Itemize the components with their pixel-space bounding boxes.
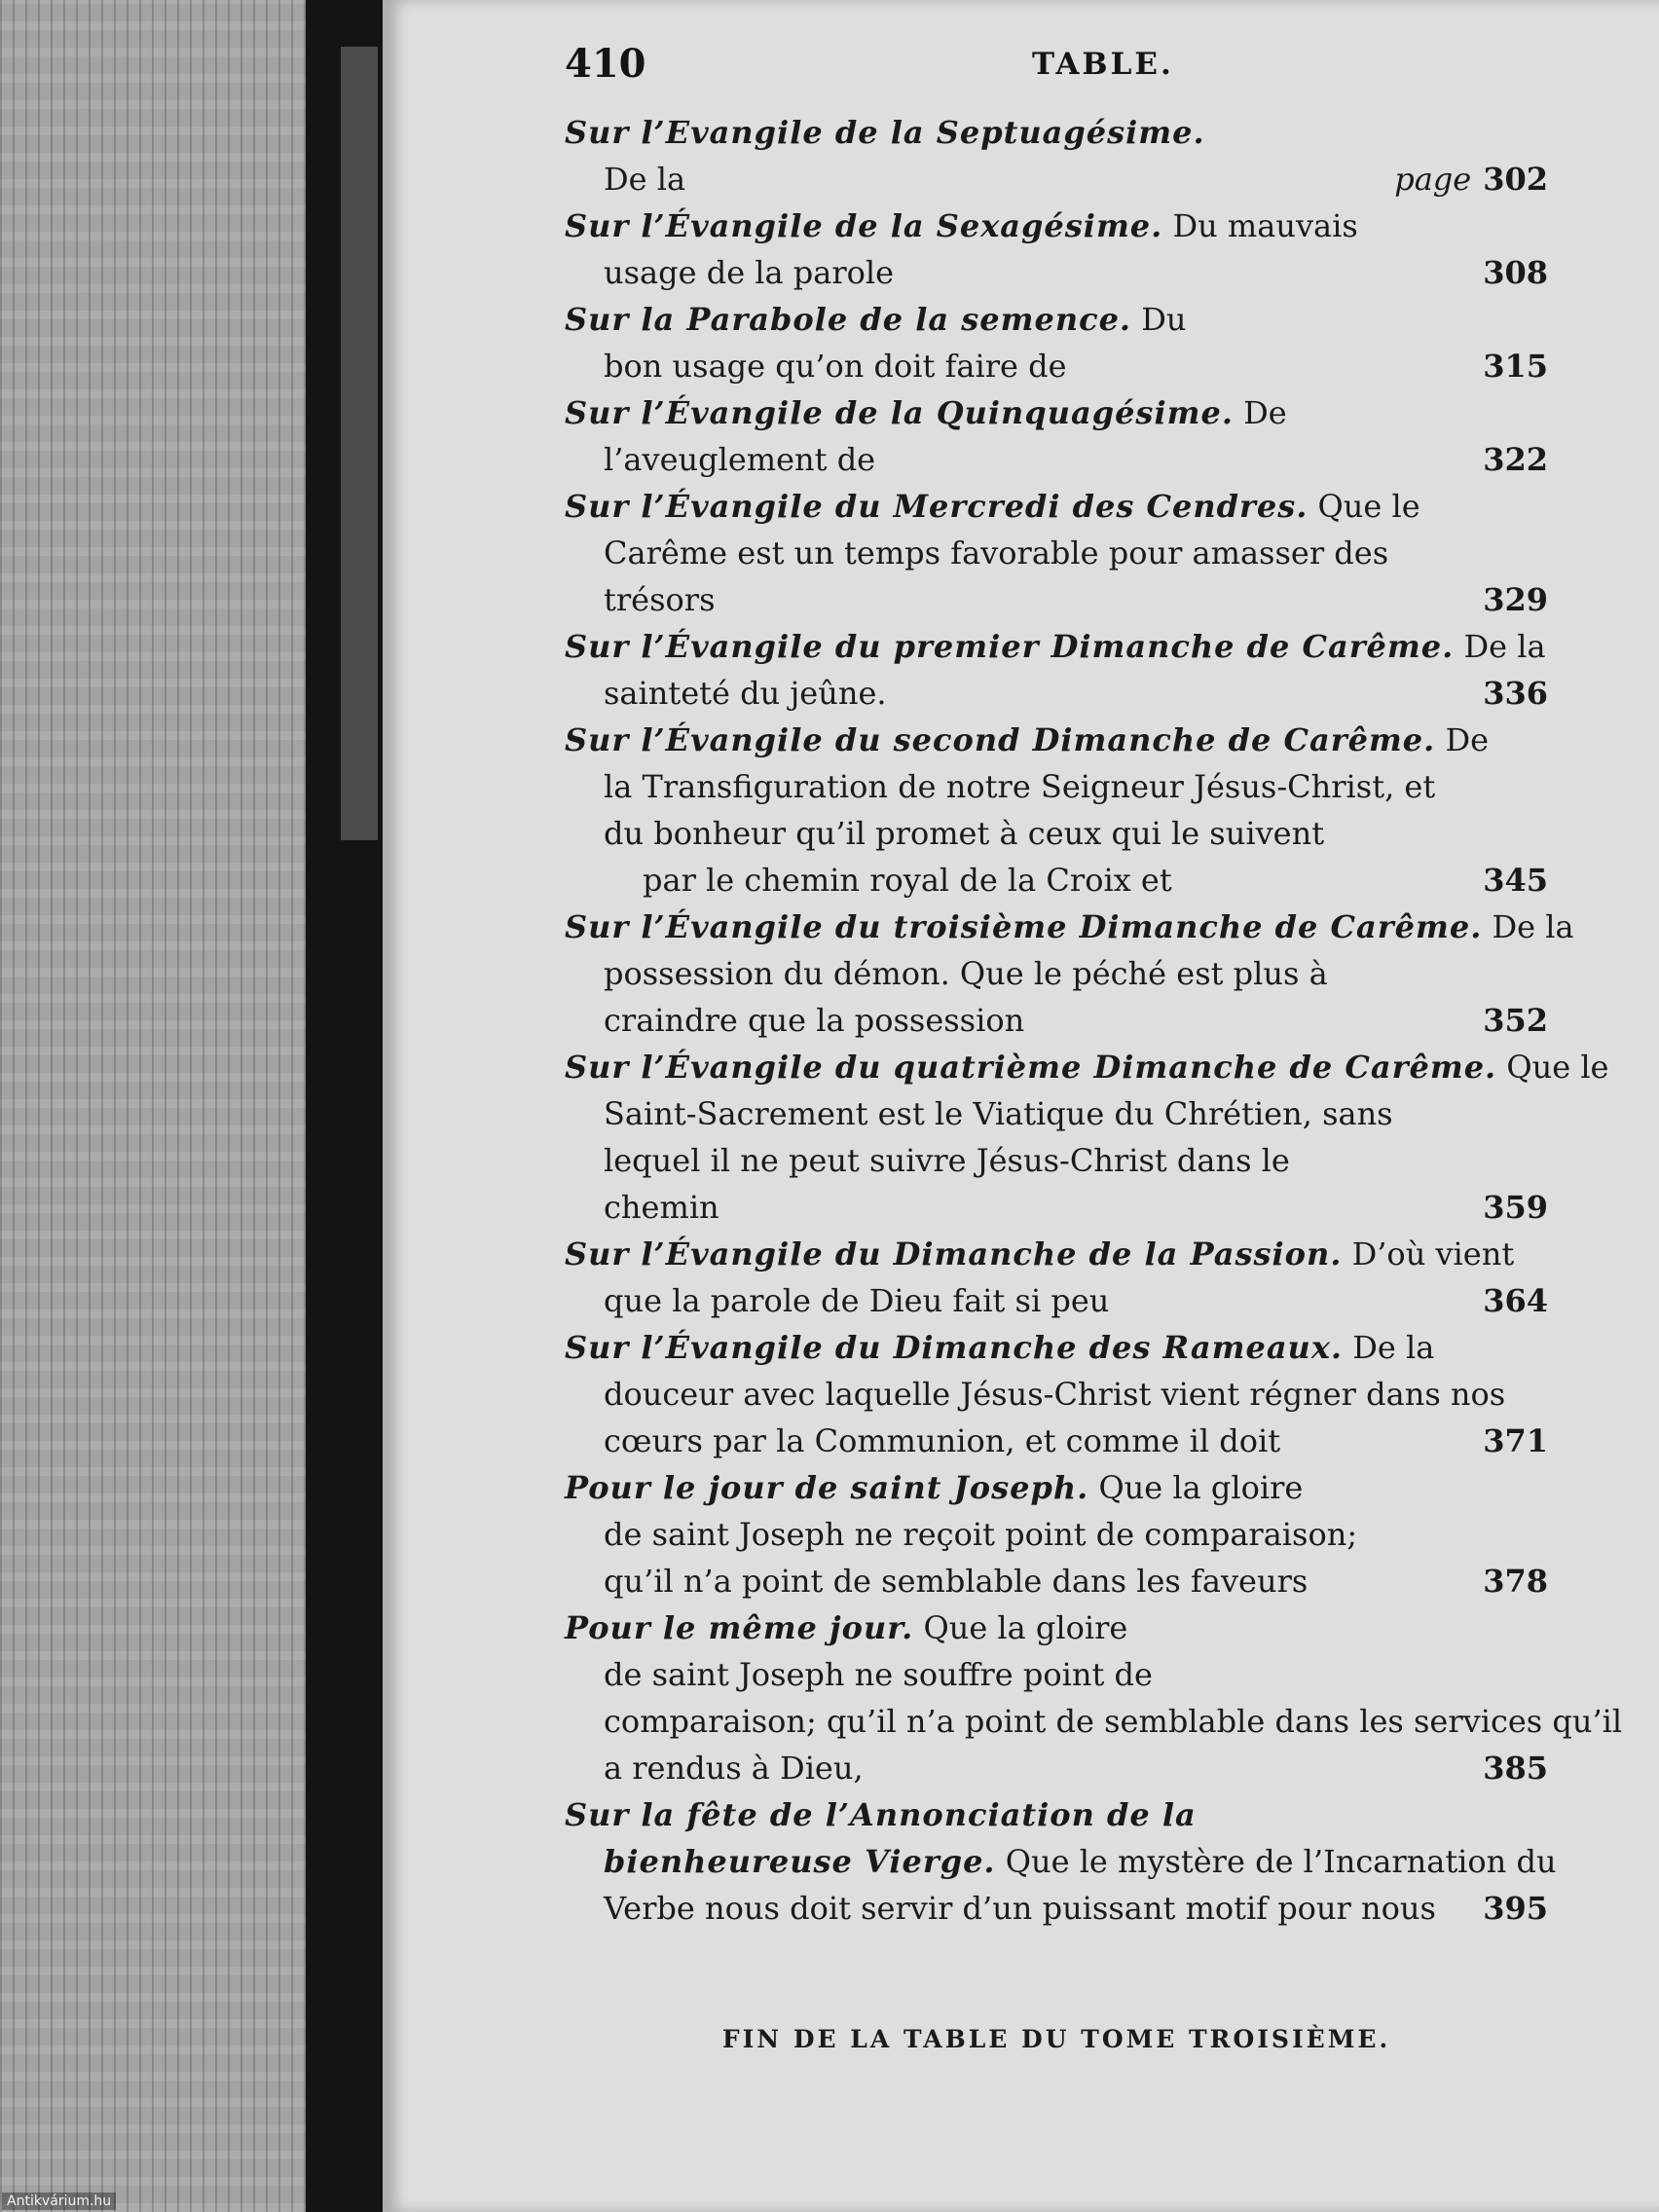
toc-line-text [604,530,1548,576]
page-number: 410 [565,41,646,87]
entry-description: Que le [1317,488,1420,525]
page-reference [1394,156,1548,203]
page-reference [1483,1745,1548,1791]
entry-description: la Transfiguration de notre Seigneur Jésus-Christ, et [604,768,1436,805]
toc-entry [565,389,1548,483]
page-heading: TABLE. [1032,47,1174,82]
toc-line-text [643,857,1483,903]
toc-line-text [604,1838,1557,1885]
entry-description: De [1445,721,1490,758]
page-reference [1483,997,1548,1044]
toc-line-text [565,1324,1548,1371]
toc-entry [565,1324,1548,1464]
toc-entry [565,203,1548,296]
toc-entry [565,717,1548,903]
toc-line [565,623,1548,670]
toc-line-text [565,389,1548,436]
toc-line [565,436,1548,483]
entry-description: De la [1492,908,1574,945]
page-reference [1483,1418,1548,1464]
entry-page-number: 359 [1483,1189,1548,1226]
toc-line-text [604,763,1548,810]
toc-line [565,670,1548,717]
entry-description: craindre que la possession [604,1002,1025,1039]
entry-description: comparaison; qu’il n’a point de semblable dans les services qu’il [604,1703,1623,1740]
toc-entry [565,623,1548,717]
entry-description: de saint Joseph ne souffre point de [604,1656,1153,1693]
toc-line [565,1277,1548,1324]
toc-entry [565,1231,1548,1324]
entry-title: Sur l’Evangile de la Septuagésime. [565,114,1205,151]
toc-line-text [565,296,1548,343]
toc-line [565,576,1548,623]
toc-line-text [565,1464,1548,1511]
entry-title: Sur l’Évangile du Dimanche des Rameaux. [565,1329,1344,1366]
entry-description: Que la gloire [1098,1469,1304,1506]
entry-description: De la [1352,1329,1435,1366]
entry-title: Sur l’Évangile du troisième Dimanche de Carême. [565,908,1483,945]
toc-line-text [604,576,1483,623]
toc-line [565,389,1548,436]
entry-page-number: 302 [1483,161,1548,198]
entry-page-number: 352 [1483,1002,1548,1039]
entry-description: Que le [1506,1049,1609,1086]
page-reference [1483,249,1548,296]
entry-description: usage de la parole [604,254,895,291]
entry-description: lequel il ne peut suivre Jésus-Christ dans le [604,1142,1290,1179]
toc-line [565,296,1548,343]
toc-line-text [565,1791,1548,1838]
toc-line [565,1838,1557,1885]
toc-line [565,530,1548,576]
page-label: page [1394,161,1472,198]
toc-line-text [604,343,1483,389]
entry-description: Carême est un temps favorable pour amasser des [604,535,1389,571]
toc-line-text [604,997,1483,1044]
entry-page-number: 329 [1483,581,1548,618]
toc-entry [565,296,1548,389]
toc-line [565,1418,1548,1464]
toc-line [565,997,1548,1044]
toc-line-text [604,1885,1483,1932]
entry-description: Du mauvais [1172,207,1358,244]
toc-line-text [604,1137,1548,1184]
toc-line [565,1885,1548,1932]
entry-description: Que le mystère de l’Incarnation du [1005,1843,1557,1880]
entry-page-number: 395 [1483,1890,1548,1927]
end-of-table-note: FIN DE LA TABLE DU TOME TROISIÈME. [721,2025,1391,2053]
page-reference [1483,1558,1548,1604]
toc-line-text [604,1184,1483,1231]
entry-title: Sur l’Évangile de la Sexagésime. [565,207,1163,244]
entry-description: trésors [604,581,716,618]
page-reference [1483,1277,1548,1324]
toc-line [565,109,1548,156]
entry-description: du bonheur qu’il promet à ceux qui le suivent [604,815,1325,852]
toc-line-text [565,1044,1608,1090]
toc-line-text [565,109,1548,156]
toc-line-text [604,1277,1483,1324]
entry-description: sainteté du jeûne. [604,675,887,712]
toc-line [565,903,1574,950]
toc-line-text [565,623,1548,670]
toc-line [565,763,1548,810]
toc-line [565,1464,1548,1511]
toc-line [565,1511,1548,1558]
toc-line-text [604,810,1548,857]
toc-line-text [604,1418,1483,1464]
watermark: Antikvárium.hu [2,2193,116,2210]
entry-title: Sur l’Évangile du premier Dimanche de Carême. [565,628,1455,665]
toc-line-text [604,436,1483,483]
entry-description: cœurs par la Communion, et comme il doit [604,1422,1281,1459]
entry-title: Sur la fête de l’Annonciation de la [565,1796,1197,1833]
toc-line-text [604,1371,1548,1418]
page-reference [1483,857,1548,903]
page-reference [1483,670,1548,717]
toc-line [565,343,1548,389]
toc-line [565,1231,1548,1277]
entry-description: bon usage qu’on doit faire de [604,348,1067,385]
toc-line-text [565,1604,1548,1651]
entry-title: Sur l’Évangile de la Quinquagésime. [565,394,1234,431]
toc-line [565,483,1548,530]
entry-description: douceur avec laquelle Jésus-Christ vient régner dans nos [604,1376,1506,1413]
entry-page-number: 378 [1483,1563,1548,1600]
toc-line-text [604,670,1483,717]
toc-line [565,203,1548,249]
toc-entry [565,903,1574,1044]
toc-line [565,1184,1548,1231]
table-of-contents [565,109,1623,1932]
entry-page-number: 322 [1483,441,1548,478]
entry-title: bienheureuse Vierge. [604,1843,996,1880]
toc-line [565,1044,1609,1090]
entry-description: a rendus à Dieu, [604,1750,864,1787]
page-reference [1483,1885,1548,1932]
entry-page-number: 385 [1483,1750,1548,1787]
toc-line [565,857,1548,903]
entry-description: par le chemin royal de la Croix et [643,862,1172,899]
entry-title: Sur l’Évangile du second Dimanche de Carême. [565,721,1436,758]
entry-title: Pour le même jour. [565,1609,914,1646]
toc-line-text [604,1558,1483,1604]
entry-title: Sur la Parabole de la semence. [565,301,1132,338]
toc-line [565,249,1548,296]
background-surface [0,0,312,2212]
toc-line [565,1604,1548,1651]
entry-page-number: 364 [1483,1282,1548,1319]
entry-description: De la [1463,628,1546,665]
toc-line-text [565,903,1574,950]
toc-line [565,717,1548,763]
toc-line-text [565,1231,1548,1277]
entry-page-number: 315 [1483,348,1548,385]
toc-entry [565,1791,1557,1932]
entry-description: Verbe nous doit servir d’un puissant motif pour nous [604,1890,1436,1927]
toc-line-text [604,1511,1548,1558]
page-reference [1483,576,1548,623]
toc-line [565,1745,1548,1791]
entry-description: De [1243,394,1287,431]
entry-title: Sur l’Évangile du Mercredi des Cendres. [565,488,1309,525]
entry-description: Du [1141,301,1187,338]
entry-description: D’où vient [1351,1235,1515,1272]
entry-description: que la parole de Dieu fait si peu [604,1282,1110,1319]
toc-line-text [565,483,1548,530]
toc-line-text [604,249,1483,296]
toc-line-text [604,156,1394,203]
toc-line [565,1558,1548,1604]
toc-line [565,1698,1623,1745]
toc-line-text [565,717,1548,763]
entry-description: Saint-Sacrement est le Viatique du Chrétien, sans [604,1095,1393,1132]
toc-line [565,950,1548,997]
toc-line [565,1324,1548,1371]
toc-line-text [604,1698,1622,1745]
page-reference [1483,343,1548,389]
entry-page-number: 345 [1483,862,1548,899]
toc-line [565,156,1548,203]
entry-page-number: 371 [1483,1422,1548,1459]
toc-entry [565,1044,1609,1231]
toc-line-text [565,203,1548,249]
entry-description: possession du démon. Que le péché est plus à [604,955,1328,992]
entry-description: de saint Joseph ne reçoit point de comparaison; [604,1516,1358,1553]
page-reference [1483,436,1548,483]
toc-line [565,1371,1548,1418]
running-head [565,41,1548,99]
toc-entry [565,109,1548,203]
entry-description: De la [604,161,686,198]
toc-line [565,810,1548,857]
entry-description: qu’il n’a point de semblable dans les faveurs [604,1563,1309,1600]
entry-page-number: 308 [1483,254,1548,291]
toc-entry [565,1464,1548,1604]
toc-line [565,1791,1548,1838]
entry-title: Sur l’Évangile du Dimanche de la Passion. [565,1235,1343,1272]
toc-line-text [604,950,1548,997]
toc-line [565,1137,1548,1184]
page-reference [1483,1184,1548,1231]
entry-page-number: 336 [1483,675,1548,712]
entry-title: Pour le jour de saint Joseph. [565,1469,1089,1506]
entry-description: Que la gloire [923,1609,1128,1646]
toc-line [565,1651,1548,1698]
toc-line-text [604,1651,1548,1698]
toc-entry [565,483,1548,623]
entry-description: l’aveuglement de [604,441,876,478]
entry-title: Sur l’Évangile du quatrième Dimanche de Carême. [565,1049,1497,1086]
toc-entry [565,1604,1623,1791]
spine-highlight [341,47,378,840]
toc-line-text [604,1090,1548,1137]
entry-description: chemin [604,1189,719,1226]
toc-line [565,1090,1548,1137]
toc-line-text [604,1745,1483,1791]
